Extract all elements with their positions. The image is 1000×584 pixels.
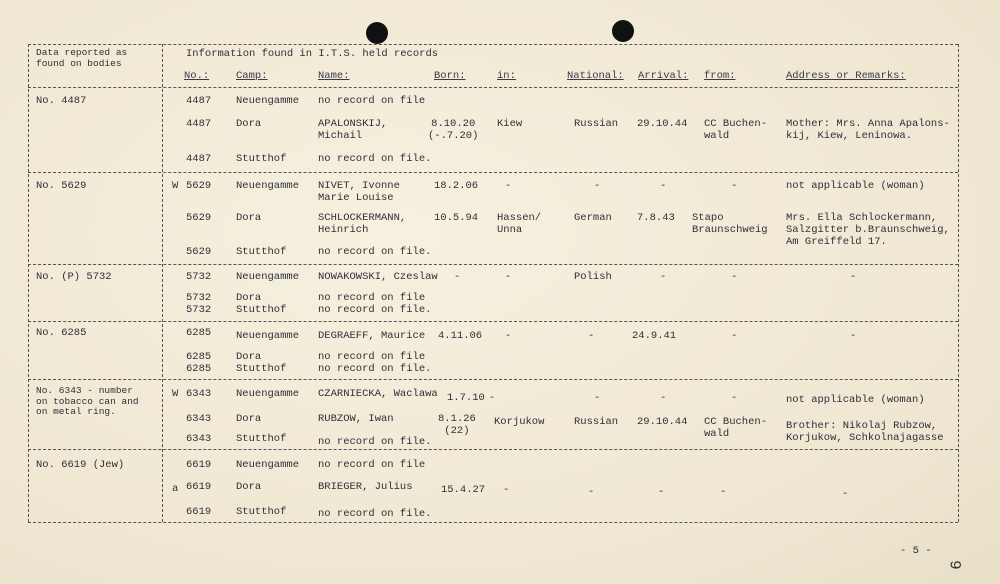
cell-name: NIVET, Ivonne Marie Louise <box>318 180 400 204</box>
col-from: from: <box>704 70 736 82</box>
cell-from: CC Buchen- wald <box>704 118 768 142</box>
cell-national: - <box>588 330 595 342</box>
cell-arrival: 7.8.43 <box>637 212 675 224</box>
col-remarks: Address or Remarks: <box>786 70 906 82</box>
cell-born: 18.2.06 <box>434 180 479 192</box>
cell-no: 4487 <box>186 153 212 165</box>
cell-camp: Neuengamme <box>236 180 300 192</box>
cell-no: 6619 <box>186 506 212 518</box>
reported-number: No. (P) 5732 <box>36 271 112 283</box>
group-divider <box>28 379 958 380</box>
cell-national: German <box>574 212 612 224</box>
cell-from: - <box>731 271 738 283</box>
cell-arrival: 29.10.44 <box>637 118 688 130</box>
cell-arrival: - <box>660 392 667 404</box>
cell-no: 5732 5732 <box>186 292 212 316</box>
cell-camp: Neuengamme <box>236 459 300 471</box>
cell-no: 6343 <box>186 433 212 445</box>
cell-name: RUBZOW, Iwan <box>318 413 394 425</box>
col-in: in: <box>497 70 516 82</box>
cell-from: Stapo Braunschweig <box>692 212 768 236</box>
cell-in: Kiew <box>497 118 523 130</box>
cell-name: BRIEGER, Julius <box>318 481 413 493</box>
cell-name: no record on file. <box>318 436 432 448</box>
cell-name: no record on file no record on file. <box>318 292 432 316</box>
cell-no: 6619 <box>186 481 212 493</box>
cell-camp: Neuengamme <box>236 95 300 107</box>
header-data-reported: Data reported as found on bodies <box>36 47 128 69</box>
top-rule <box>28 44 958 45</box>
cell-camp: Dora <box>236 481 262 493</box>
cell-camp: Dora <box>236 118 262 130</box>
cell-no: 5629 <box>186 212 212 224</box>
cell-mark: a <box>172 483 179 495</box>
cell-national: Polish <box>574 271 612 283</box>
cell-no: 6285 <box>186 327 212 339</box>
cell-born: 8.10.20 (-.7.20) <box>428 118 479 142</box>
cell-camp: Neuengamme <box>236 271 300 283</box>
cell-born: 4.11.06 <box>438 330 483 342</box>
cell-camp: Dora Stutthof <box>236 351 287 375</box>
cell-name: no record on file <box>318 459 426 471</box>
cell-arrival: - <box>660 180 667 192</box>
cell-mark: W <box>172 180 179 192</box>
cell-camp: Stutthof <box>236 506 287 518</box>
cell-name: CZARNIECKA, Waclawa <box>318 388 438 400</box>
cell-from: - <box>731 392 738 404</box>
cell-no: 6619 <box>186 459 212 471</box>
cell-no: 4487 <box>186 95 212 107</box>
cell-from: CC Buchen- wald <box>704 416 768 440</box>
cell-from: - <box>731 180 738 192</box>
cell-remarks: not applicable (woman) <box>786 394 925 406</box>
cell-camp: Stutthof <box>236 153 287 165</box>
cell-born: - <box>454 271 461 283</box>
cell-in: - <box>505 330 512 342</box>
cell-in: - <box>503 484 510 496</box>
col-national: National: <box>567 70 624 82</box>
cell-name: no record on file no record on file. <box>318 351 432 375</box>
cell-in: - <box>505 180 512 192</box>
cell-no: 6285 6285 <box>186 351 212 375</box>
cell-from: - <box>720 486 727 498</box>
cell-no: 6343 <box>186 388 212 400</box>
cell-name: no record on file. <box>318 246 432 258</box>
cell-remarks: Mother: Mrs. Anna Apalons- kij, Kiew, Leninowa. <box>786 118 950 142</box>
col-arrival: Arrival: <box>638 70 689 82</box>
cell-in: Korjukow <box>494 416 545 428</box>
col-camp: Camp: <box>236 70 268 82</box>
header-info-found: Information found in I.T.S. held records <box>186 48 439 60</box>
cell-mark: W <box>172 388 179 400</box>
col-no: No.: <box>184 70 210 82</box>
cell-national: Russian <box>574 118 619 130</box>
cell-no: 5732 <box>186 271 212 283</box>
cell-remarks: not applicable (woman) <box>786 180 925 192</box>
column-divider <box>162 44 163 522</box>
cell-name: APALONSKIJ, Michail <box>318 118 388 142</box>
cell-remarks: - <box>850 271 857 283</box>
reported-number: No. 5629 <box>36 180 87 192</box>
cell-no: 5629 <box>186 246 212 258</box>
cell-national: - <box>594 180 601 192</box>
reported-number: No. 6285 <box>36 327 87 339</box>
cell-name: NOWAKOWSKI, Czeslaw <box>318 271 438 283</box>
cell-camp: Stutthof <box>236 433 287 445</box>
reported-number: No. 6619 (Jew) <box>36 459 125 471</box>
right-rule <box>958 44 959 522</box>
cell-remarks: Brother: Nikolaj Rubzow, Korjukow, Schkolnajagasse <box>786 420 944 444</box>
reported-number: No. 6343 - number on tobacco can and on metal ring. <box>36 385 139 417</box>
left-rule <box>28 44 29 522</box>
cell-camp: Stutthof <box>236 246 287 258</box>
cell-camp: Neuengamme <box>236 388 300 400</box>
cell-remarks: Mrs. Ella Schlockermann, Salzgitter b.Braunschweig, Am Greiffeld 17. <box>786 212 950 248</box>
cell-national: Russian <box>574 416 619 428</box>
cell-born: 1.7.10 <box>447 392 485 404</box>
cell-name: SCHLOCKERMANN, Heinrich <box>318 212 407 236</box>
header-rule <box>28 87 958 88</box>
cell-camp: Neuengamme <box>236 330 300 342</box>
page-number: - 5 - <box>900 545 932 557</box>
group-divider <box>28 172 958 173</box>
cell-name: no record on file <box>318 95 426 107</box>
cell-in: - <box>489 392 496 404</box>
cell-name: no record on file. <box>318 508 432 520</box>
punch-hole <box>612 20 634 42</box>
bottom-rule <box>28 522 958 523</box>
cell-name: no record on file. <box>318 153 432 165</box>
cell-camp: Dora <box>236 413 262 425</box>
cell-name: DEGRAEFF, Maurice <box>318 330 426 342</box>
cell-arrival: 29.10.44 <box>637 416 688 428</box>
group-divider <box>28 321 958 322</box>
cell-remarks: - <box>850 330 857 342</box>
cell-in: - <box>505 271 512 283</box>
cell-born: 8.1.26 (22) <box>438 413 476 437</box>
cell-born: 15.4.27 <box>441 484 486 496</box>
punch-hole <box>366 22 388 44</box>
cell-arrival: - <box>658 486 665 498</box>
cell-no: 5629 <box>186 180 212 192</box>
cell-no: 6343 <box>186 413 212 425</box>
edge-mark: 6 <box>947 560 966 570</box>
group-divider <box>28 449 958 450</box>
col-born: Born: <box>434 70 466 82</box>
cell-arrival: - <box>660 271 667 283</box>
cell-camp: Dora Stutthof <box>236 292 287 316</box>
cell-remarks: - <box>842 488 849 500</box>
cell-national: - <box>588 486 595 498</box>
cell-national: - <box>594 392 601 404</box>
col-name: Name: <box>318 70 350 82</box>
cell-from: - <box>731 330 738 342</box>
cell-in: Hassen/ Unna <box>497 212 542 236</box>
cell-arrival: 24.9.41 <box>632 330 677 342</box>
group-divider <box>28 264 958 265</box>
cell-no: 4487 <box>186 118 212 130</box>
reported-number: No. 4487 <box>36 95 87 107</box>
cell-camp: Dora <box>236 212 262 224</box>
cell-born: 10.5.94 <box>434 212 479 224</box>
